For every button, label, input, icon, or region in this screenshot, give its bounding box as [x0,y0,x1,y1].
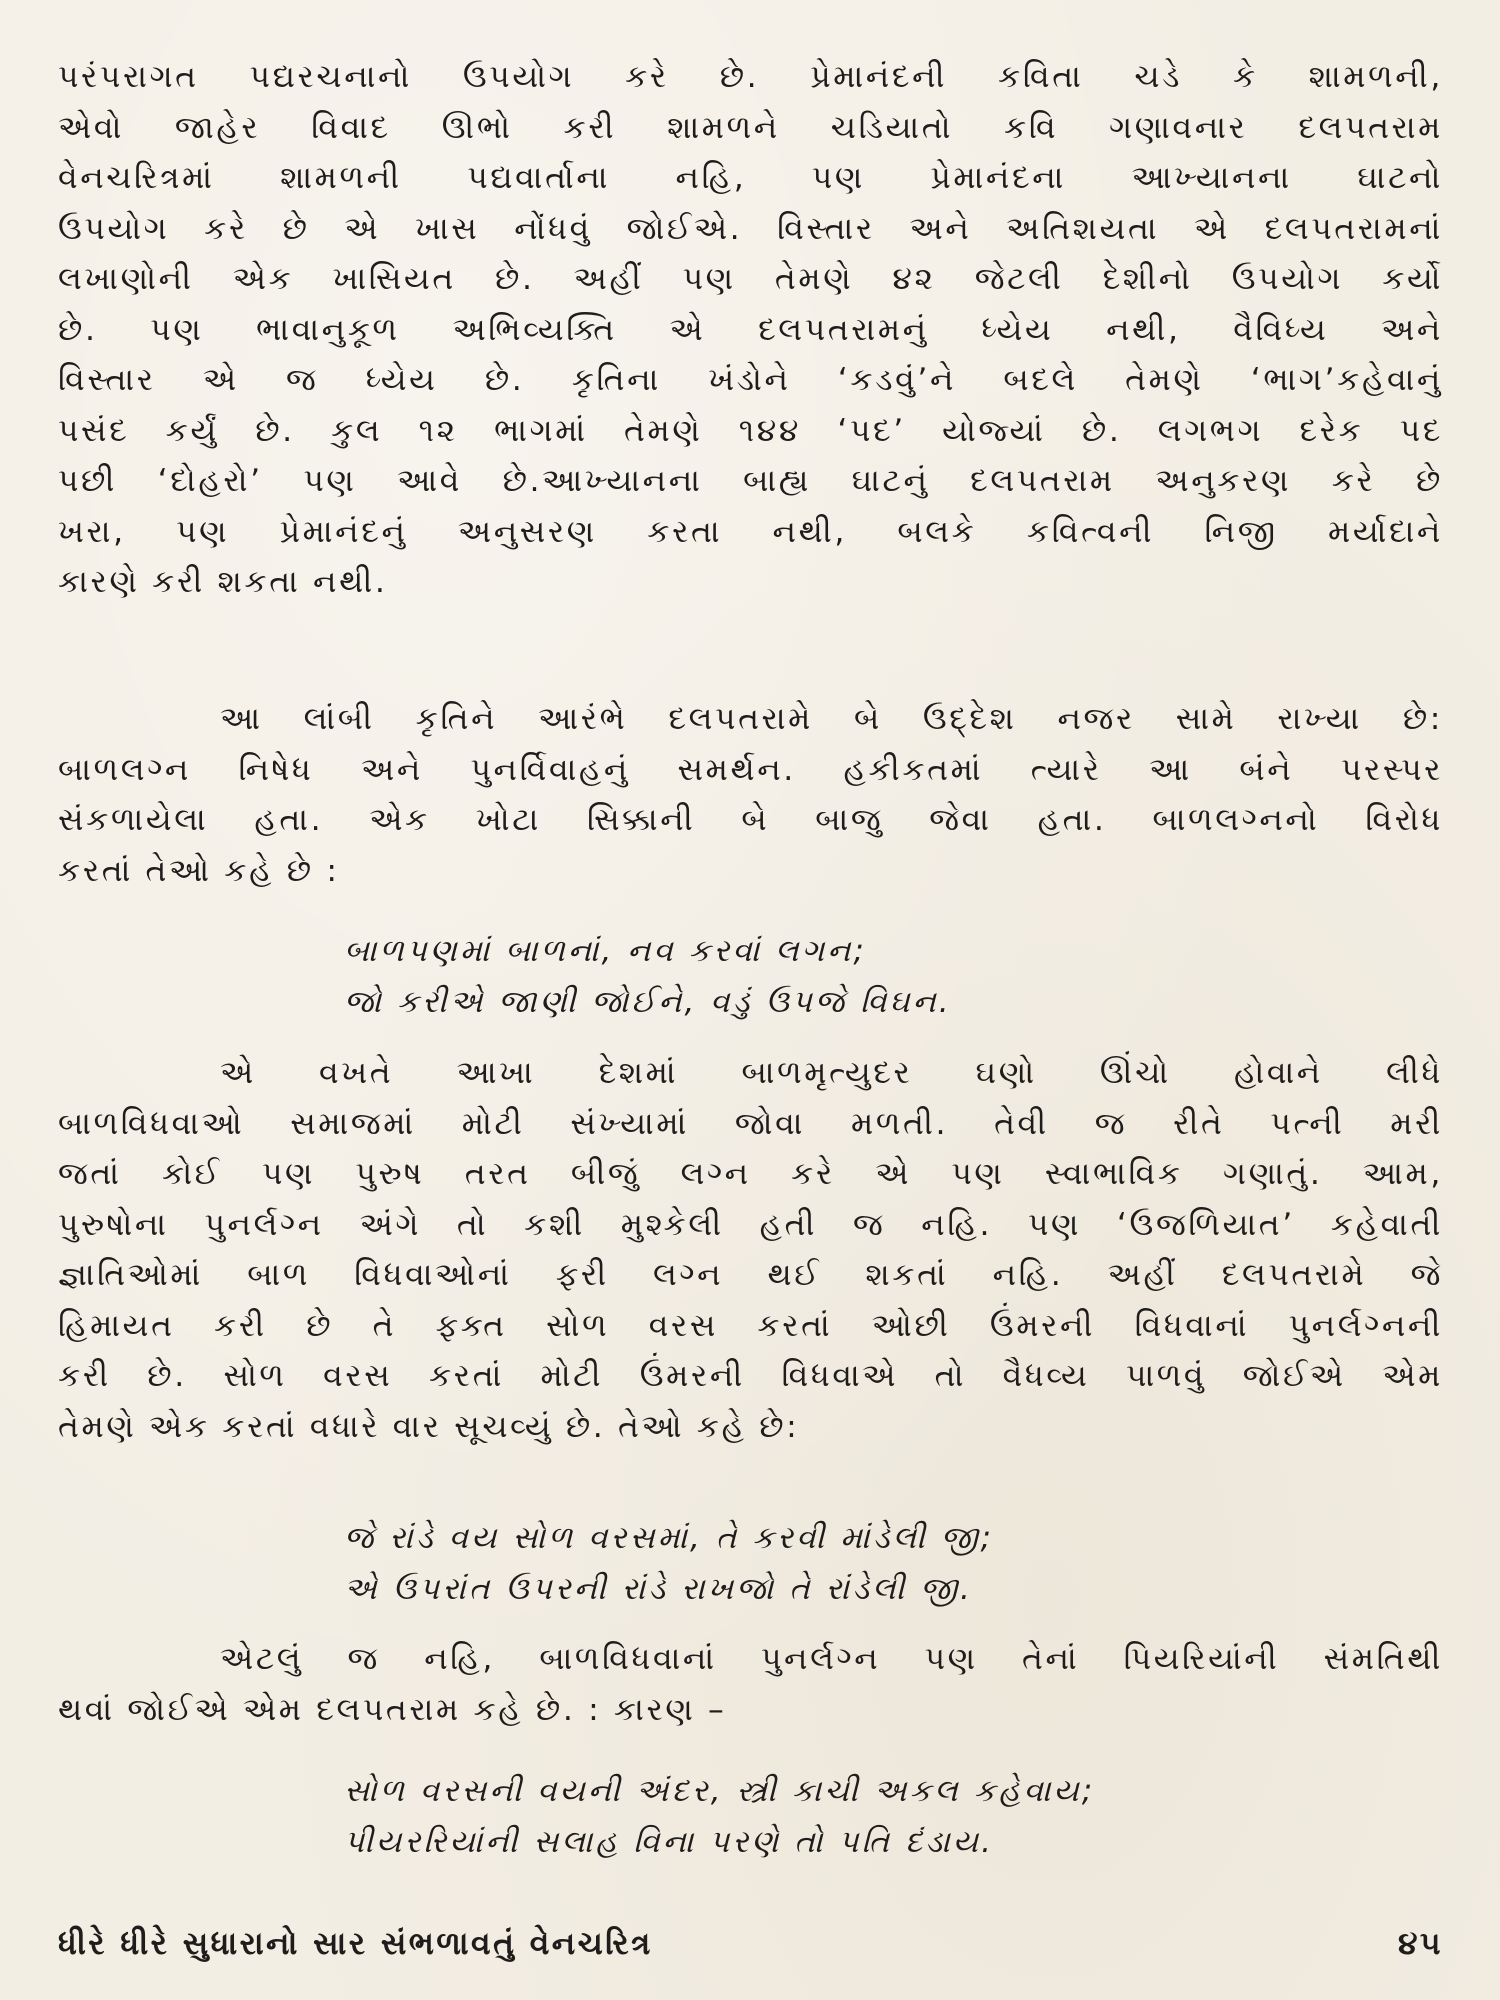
paragraph-line: સંકળાયેલા હતા. એક ખોટા સિક્કાની બે બાજુ જેવા હતા. બાળલગ્નનો વિરોધ [58,802,1443,838]
paragraph-line: ઉપયોગ કરે છે એ ખાસ નોંધવું જોઈએ. વિસ્તાર અને અતિશયતા એ દલપતરામનાં [58,210,1443,247]
verse-line: એ ઉપરાંત ઉપરની રાંડે રાખજો તે રાંડેલી જી. [344,1571,973,1607]
paragraph-line: જતાં કોઈ પણ પુરુષ તરત બીજું લગ્ન કરે એ પણ સ્વાભાવિક ગણાતું. આમ, [58,1156,1443,1192]
paragraph-line: એ વખતે આખા દેશમાં બાળમૃત્યુદર ઘણો ઊંચો હોવાને લીધે [220,1055,1443,1091]
paragraph-3 [58,1048,1443,1452]
paragraph-line: પરંપરાગત પદ્યરચનાનો ઉપયોગ કરે છે. પ્રેમાનંદની કવિતા ચડે કે શામળની, [58,59,1443,95]
paragraph-line: એવો જાહેર વિવાદ ઊભો કરી શામળને ચડિયાતો કવિ ગણાવનાર દલપતરામ [58,109,1443,146]
verse-line: પીયરરિયાંની સલાહ વિના પરણે તો પતિ દંડાય. [344,1824,995,1860]
verse-line: બાળપણમાં બાળનાં, નવ કરવાં લગન; [344,933,867,969]
paragraph-line: વિસ્તાર એ જ ધ્યેય છે. કૃતિના ખંડોને ‘કડવું’ને બદલે તેમણે ‘ભાગ’કહેવાનું [58,362,1443,398]
verse-line: સોળ વરસની વયની અંદર, સ્ત્રી કાચી અકલ કહેવાય; [344,1773,1096,1809]
paragraph-line: કરી છે. સોળ વરસ કરતાં મોટી ઉંમરની વિધવાએ તો વૈધવ્ય પાળવું જોઈએ એમ [58,1358,1443,1394]
paragraph-line: લખાણોની એક ખાસિયત છે. અહીં પણ તેમણે ૪૨ જેટલી દેશીનો ઉપયોગ કર્યો [58,261,1443,297]
paragraph-line: પછી ‘દોહરો’ પણ આવે છે.આખ્યાનના બાહ્ય ઘાટનું દલપતરામ અનુકરણ કરે છે [58,463,1443,499]
paragraph-line: તેમણે એક કરતાં વધારે વાર સૂચવ્યું છે. તેઓ કહે છે: [58,1408,800,1445]
paragraph-4 [58,1634,1443,1735]
paragraph-line: કરતાં તેઓ કહે છે : [58,852,340,889]
verse-line: જે રાંડે વય સોળ વરસમાં, તે કરવી માંડેલી જી; [344,1520,994,1556]
paragraph-2 [58,694,1443,896]
paragraph-line: વેનચરિત્રમાં શામળની પદ્યવાર્તાના નહિ, પણ પ્રેમાનંદના આખ્યાનના ઘાટનો [58,160,1443,196]
paragraph-line: આ લાંબી કૃતિને આરંભે દલપતરામે બે ઉદ્દેશ નજર સામે રાખ્યા છે: [220,701,1443,737]
verse-2 [344,1513,994,1615]
verse-line: જો કરીએ જાણી જોઈને, વડું ઉપજે વિઘન. [344,984,952,1020]
paragraph-line: જ્ઞાતિઓમાં બાળ વિધવાઓનાં ફરી લગ્ન થઈ શકતાં નહિ. અહીં દલપતરામે જે [58,1257,1443,1293]
paragraph-line: ખરા, પણ પ્રેમાનંદનું અનુસરણ કરતા નથી, બલકે કવિત્વની નિજી મર્યાદાને [58,513,1443,550]
page-number: ૪૫ [1397,1926,1443,1962]
paragraph-line: છે. પણ ભાવાનુકૂળ અભિવ્યક્તિ એ દલપતરામનું ધ્યેય નથી, વૈવિધ્ય અને [58,311,1443,348]
paragraph-line: થવાં જોઈએ એમ દલપતરામ કહે છે. : કારણ – [58,1691,727,1728]
paragraph-line: હિમાયત કરી છે તે ફક્ત સોળ વરસ કરતાં ઓછી ઉંમરની વિધવાનાં પુનર્લગ્નની [58,1307,1443,1344]
paragraph-line: પુરુષોના પુનર્લગ્ન અંગે તો કશી મુશ્કેલી હતી જ નહિ. પણ ‘ઉજળિયાત’ કહેવાતી [58,1206,1443,1243]
paragraph-line: કારણે કરી શકતા નથી. [58,564,388,600]
paragraph-line: બાળવિધવાઓ સમાજમાં મોટી સંખ્યામાં જોવા મળતી. તેવી જ રીતે પત્ની મરી [58,1105,1443,1142]
verse-3 [344,1766,1095,1868]
paragraph-line: એટલું જ નહિ, બાળવિધવાનાં પુનર્લગ્ન પણ તેનાં પિયરિયાંની સંમતિથી [220,1641,1443,1677]
paragraph-line: પસંદ કર્યું છે. કુલ ૧૨ ભાગમાં તેમણે ૧૪૪ ‘પદ’ યોજ્યાં છે. લગભગ દરેક પદ [58,412,1443,449]
running-footer-title: ધીરે ધીરે સુધારાનો સાર સંભળાવતું વેનચરિત્ર [58,1926,653,1962]
verse-1 [344,926,952,1028]
paragraph-1 [58,52,1443,608]
paragraph-line: બાળલગ્ન નિષેધ અને પુનર્વિવાહનું સમર્થન. હકીકતમાં ત્યારે આ બંને પરસ્પર [58,751,1443,788]
